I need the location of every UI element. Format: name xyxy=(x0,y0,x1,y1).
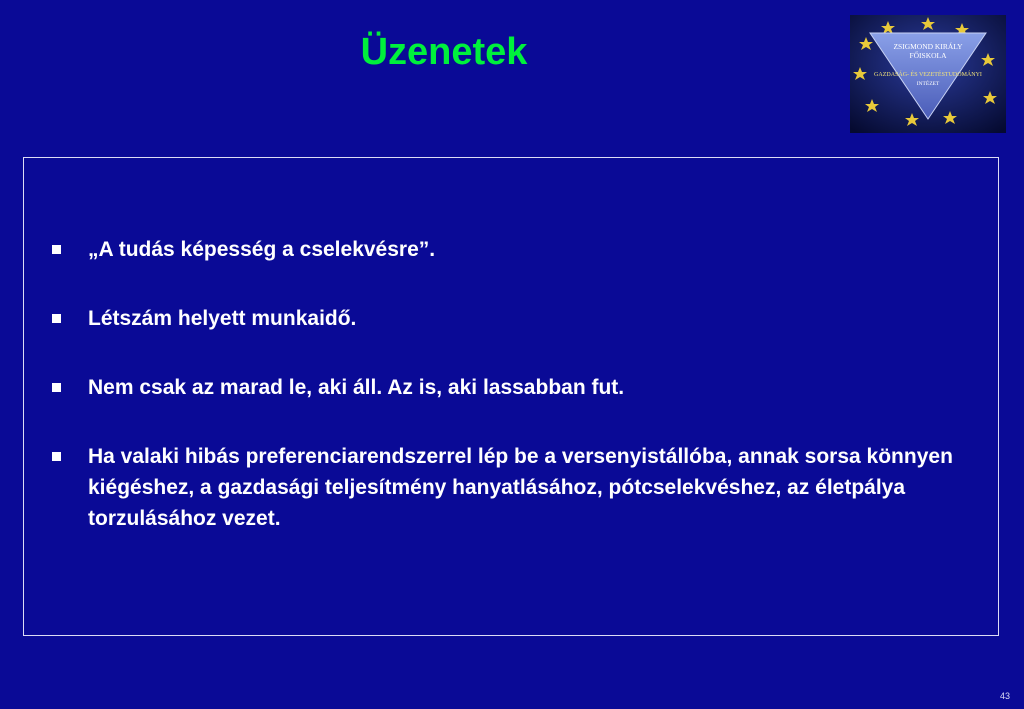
bullet-text: „A tudás képesség a cselekvésre”. xyxy=(88,238,436,261)
logo-text-line2: FŐISKOLA xyxy=(909,51,947,60)
bullet-text: Létszám helyett munkaidő. xyxy=(88,307,357,330)
page-number: 43 xyxy=(999,691,1010,701)
institute-logo xyxy=(850,15,1006,133)
logo-text-line4: INTÉZET xyxy=(916,81,940,87)
square-bullet-icon xyxy=(52,245,61,254)
list-item xyxy=(52,303,982,334)
logo-text-line1: ZSIGMOND KIRÁLY xyxy=(893,42,963,51)
bullet-list xyxy=(52,234,982,572)
bullet-text: Nem csak az marad le, aki áll. Az is, aki lassabban fut. xyxy=(88,376,625,399)
bullet-text: Ha valaki hibás preferenciarendszerrel lép be a versenyistállóba, annak sorsa könnyen kiégéshez, a gazdasági teljesítmény hanyatlásához, pótcselekvéshez, az életpálya torzulásához vezet. xyxy=(88,445,953,530)
list-item xyxy=(52,441,982,534)
content-box xyxy=(23,157,999,636)
list-item xyxy=(52,372,982,403)
square-bullet-icon xyxy=(52,314,61,323)
square-bullet-icon xyxy=(52,452,61,461)
slide-title: Üzenetek xyxy=(360,31,528,73)
square-bullet-icon xyxy=(52,383,61,392)
logo-text-line3: GAZDASÁG- ÉS VEZETÉSTUDOMÁNYI xyxy=(874,72,982,78)
list-item xyxy=(52,234,982,265)
